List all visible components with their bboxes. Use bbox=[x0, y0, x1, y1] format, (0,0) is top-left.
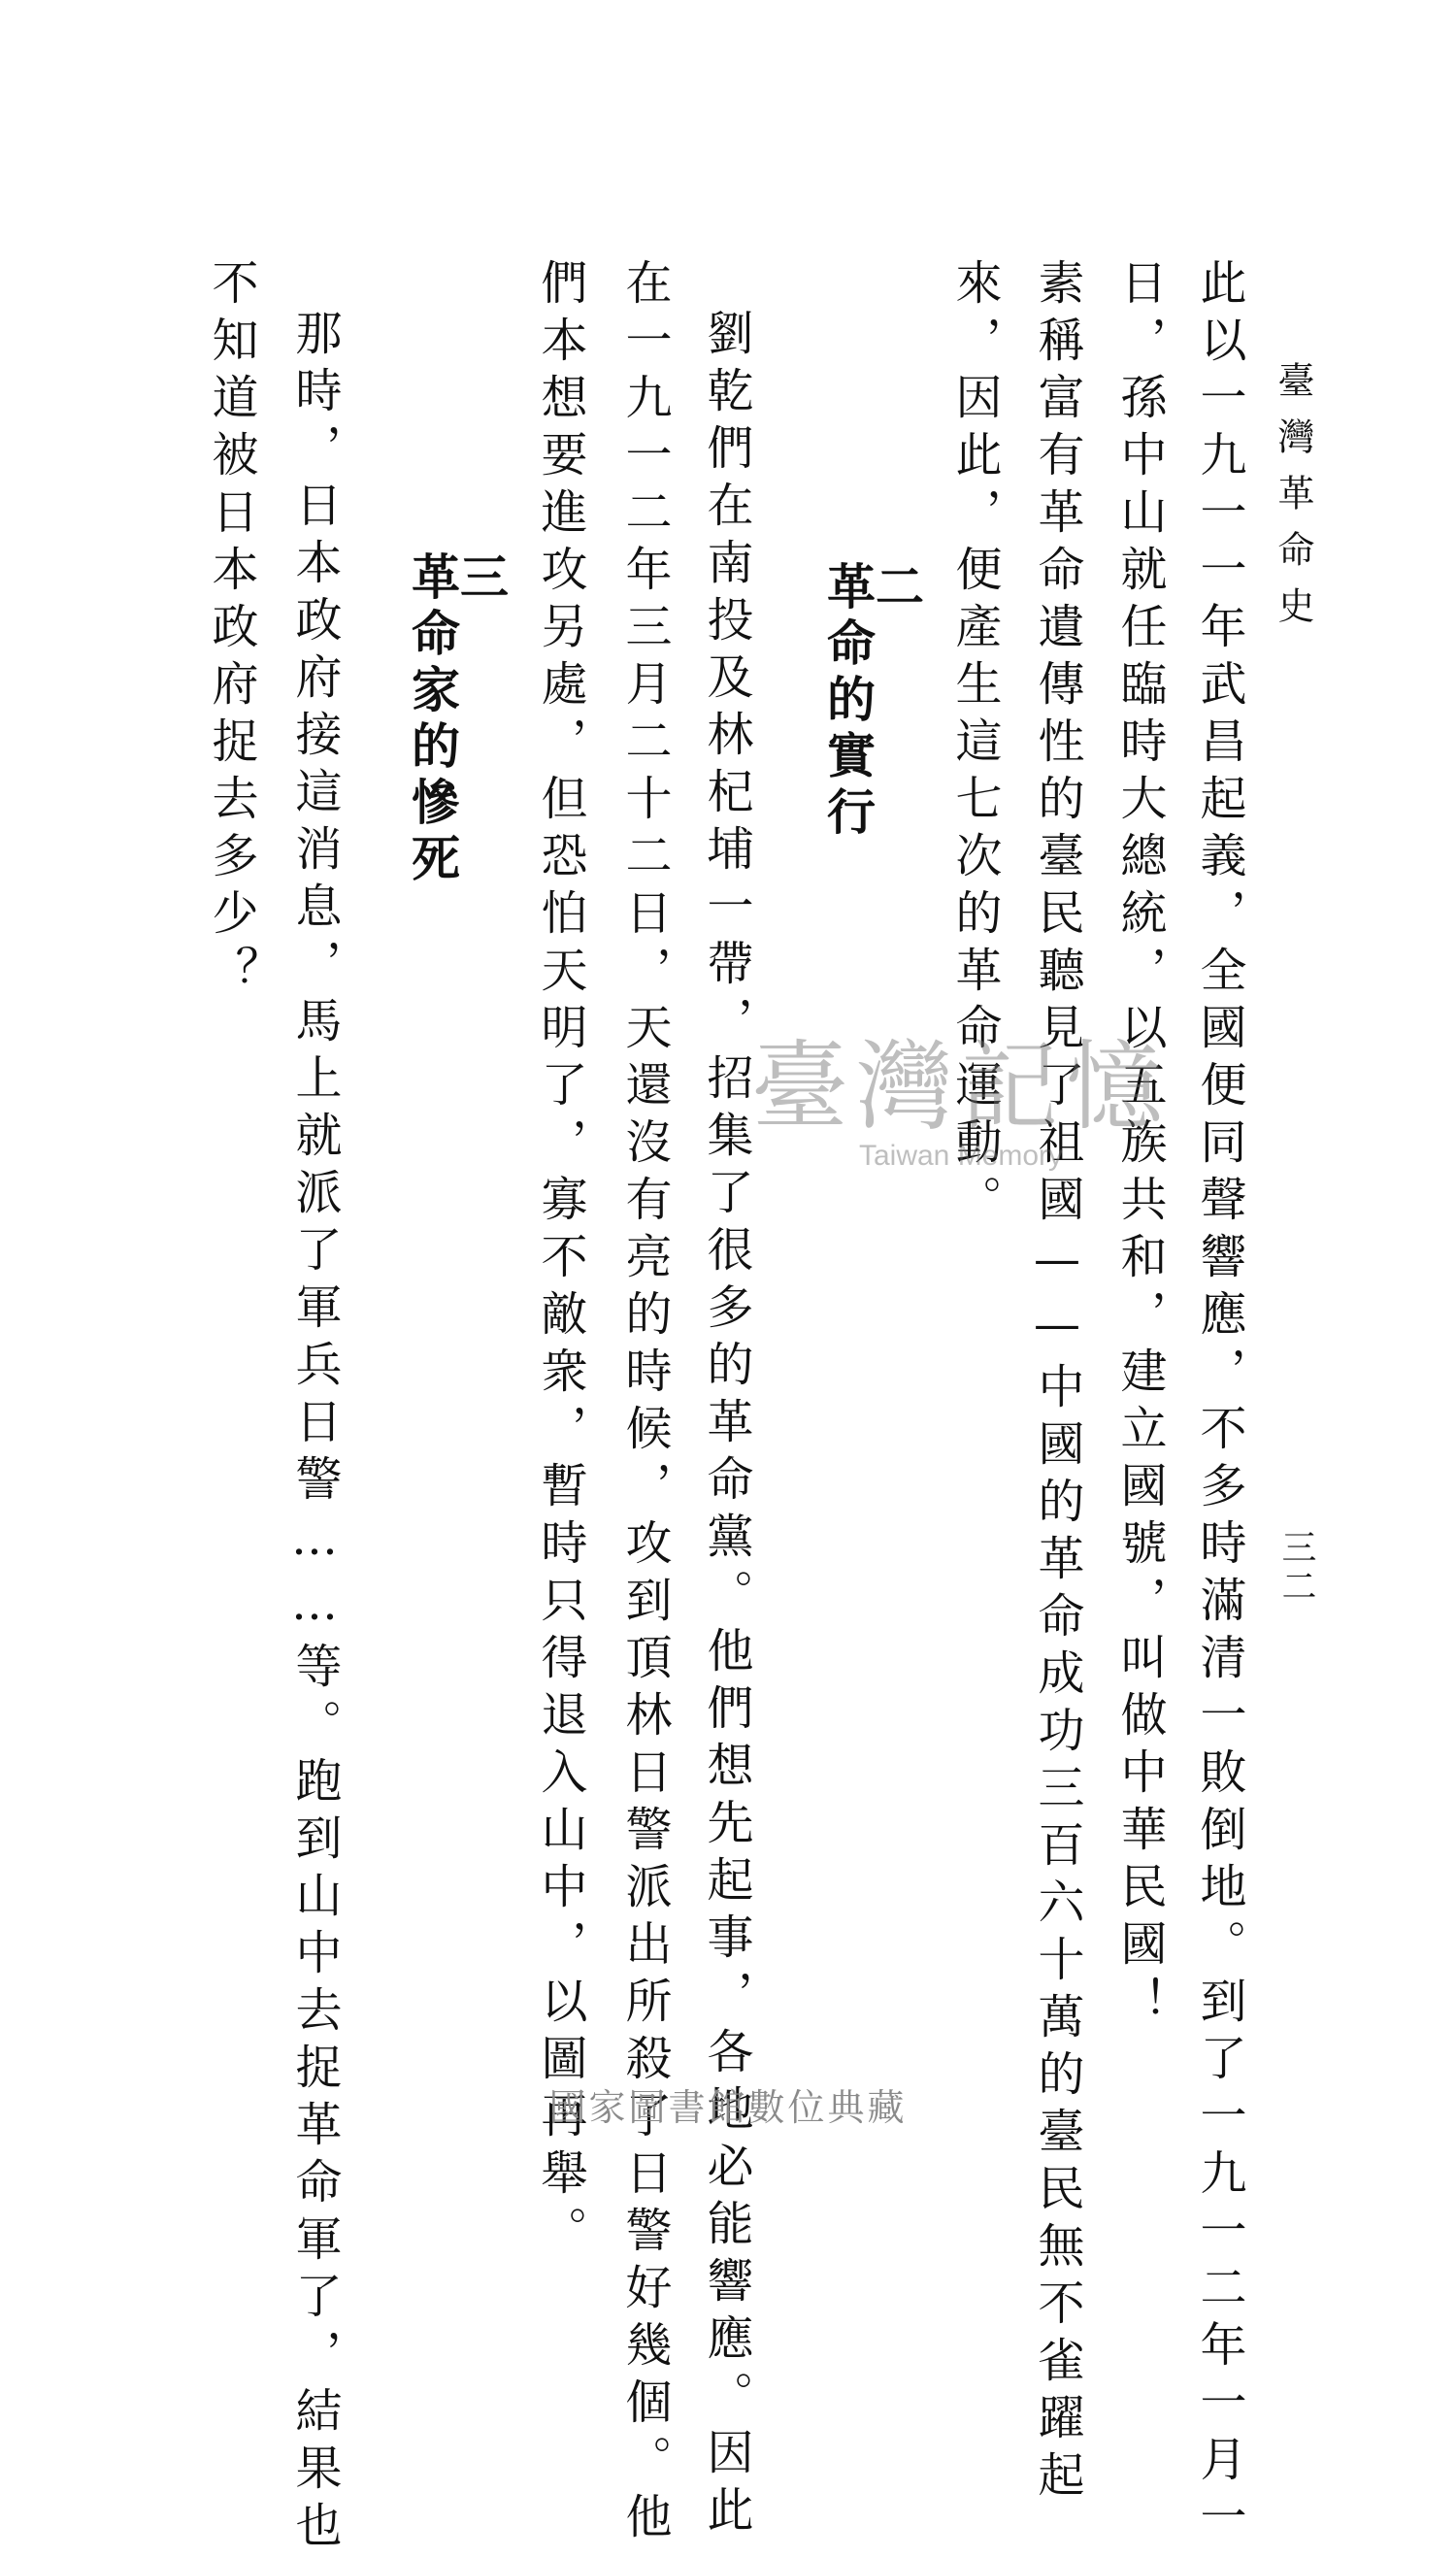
text-column-1: 此以一九一一年武昌起義，全國便同聲響應，不多時滿清一敗倒地。到了一九一二年一月一 bbox=[1192, 258, 1246, 2549]
text-column-3: 素稱富有革命遺傳性的臺民聽見了祖國——中國的革命成功三百六十萬的臺民無不雀躍起 bbox=[1030, 258, 1084, 2508]
section-heading-3 bbox=[404, 551, 510, 889]
footer-credit: 國家圖書館數位典藏 bbox=[548, 2086, 908, 2129]
section-title: 革命的實行 bbox=[819, 561, 877, 843]
section-number: 三 bbox=[452, 551, 510, 600]
running-title: 臺灣革命史 bbox=[1272, 361, 1314, 643]
text-column-4: 來，因此，便產生這七次的革命運動。 bbox=[947, 258, 1002, 1232]
text-column-8: 那時，日本政府接這消息，馬上就派了軍兵日警……等。跑到山中去捉革命軍了，結果也 bbox=[287, 309, 342, 2558]
section-number: 二 bbox=[868, 561, 925, 610]
page-number: 三二 bbox=[1276, 1529, 1316, 1607]
text-column-7: 們本想要進攻另處，但恐怕天明了，寡不敵衆，暫時只得退入山中，以圖再舉。 bbox=[533, 258, 587, 2263]
text-column-5: 劉乾們在南投及林杞埔一帶，招集了很多的革命黨。他們想先起事，各地必能響應。因此 bbox=[699, 309, 753, 2542]
text-column-9: 不知道被日本政府捉去多少？ bbox=[204, 258, 258, 1003]
watermark-english: Taiwan Memory bbox=[858, 1140, 1064, 1172]
section-heading-2 bbox=[819, 561, 925, 843]
watermark-chinese: 臺灣記憶 bbox=[751, 1030, 1171, 1144]
text-column-2: 日，孫中山就任臨時大總統，以五族共和，建立國號，叫做中華民國！ bbox=[1112, 258, 1167, 2034]
text-column-6: 在一九一二年三月二十二日，天還沒有亮的時候，攻到頂林日警派出所殺了日警好幾個。他 bbox=[617, 258, 672, 2549]
section-title: 革命家的慘死 bbox=[404, 551, 461, 889]
